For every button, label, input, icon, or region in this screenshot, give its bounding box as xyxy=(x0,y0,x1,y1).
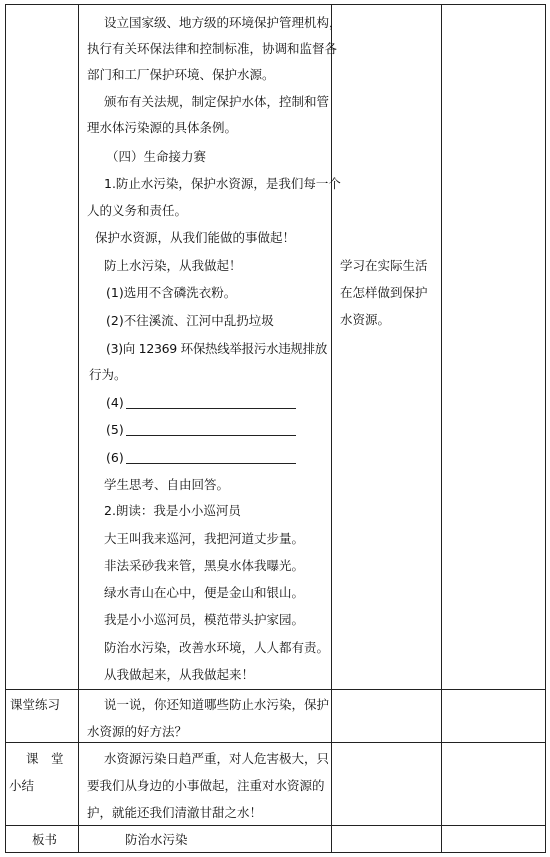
board-content: 防治水污染 xyxy=(125,832,188,847)
fill-in-blank xyxy=(126,463,296,464)
main-line: 1.防止水污染，保护水资源，是我们每一个 xyxy=(104,176,341,191)
table-border-bottom xyxy=(5,852,545,853)
section-heading: （四）生命接力赛 xyxy=(106,149,207,164)
list-item-continuation: 行为。 xyxy=(89,367,127,382)
list-item-blank: (5) xyxy=(106,422,124,437)
main-line: 学生思考、自由回答。 xyxy=(104,477,230,492)
row-divider-board xyxy=(5,825,545,826)
main-line: 2.朗读：我是小小巡河员 xyxy=(104,503,241,518)
table-border-right xyxy=(545,4,546,853)
side-note-line: 在怎样做到保护 xyxy=(340,285,428,300)
summary-label: 课 堂 xyxy=(26,751,64,766)
column-divider-2 xyxy=(331,4,332,853)
main-line: 保护水资源，从我们能做的事做起！ xyxy=(95,230,296,245)
practice-line: 说一说，你还知道哪些防止水污染，保护 xyxy=(104,697,330,712)
list-item-blank: (4) xyxy=(106,395,124,410)
summary-line: 护，就能还我们清澈甘甜之水！ xyxy=(87,805,263,820)
main-line: 颁布有关法规，制定保护水体，控制和管 xyxy=(104,94,330,109)
poem-line: 非法采砂我来管，黑臭水体我曝光。 xyxy=(104,558,305,573)
fill-in-blank xyxy=(126,408,296,409)
practice-line: 水资源的好方法？ xyxy=(87,724,188,739)
fill-in-blank xyxy=(126,435,296,436)
column-divider-3 xyxy=(441,4,442,853)
row-divider-summary xyxy=(5,742,545,743)
main-line: 部门和工厂保护环境、保护水源。 xyxy=(87,67,275,82)
side-note-line: 学习在实际生活 xyxy=(340,258,428,273)
poem-line: 防治水污染，改善水环境，人人都有责。 xyxy=(104,640,330,655)
board-label: 板书 xyxy=(32,832,58,847)
main-line: 设立国家级、地方级的环境保护管理机构， xyxy=(104,15,342,30)
main-line: 人的义务和责任。 xyxy=(87,203,188,218)
list-item-blank: (6) xyxy=(106,450,124,465)
poem-line: 我是小小巡河员，模范带头护家园。 xyxy=(104,612,305,627)
summary-label: 小结 xyxy=(9,778,35,793)
list-item: (1)选用不含磷洗衣粉。 xyxy=(106,285,237,300)
poem-line: 大王叫我来巡河，我把河道丈步量。 xyxy=(104,531,305,546)
summary-line: 水资源污染日趋严重，对人危害极大，只 xyxy=(104,751,330,766)
row-divider-practice xyxy=(5,689,545,690)
table-border-left xyxy=(5,4,6,853)
side-note-line: 水资源。 xyxy=(340,312,391,327)
table-border-top xyxy=(5,4,545,5)
main-line: 理水体污染源的具体条例。 xyxy=(87,120,238,135)
practice-label: 课堂练习 xyxy=(10,697,61,712)
list-item: (3)向 12369 环保热线举报污水违规排放 xyxy=(106,341,328,356)
summary-line: 要我们从身边的小事做起，注重对水资源的 xyxy=(87,778,325,793)
column-divider-1 xyxy=(78,4,79,853)
poem-line: 绿水青山在心中，便是金山和银山。 xyxy=(104,585,305,600)
list-item: (2)不往溪流、江河中乱扔垃圾 xyxy=(106,313,274,328)
poem-line: 从我做起来，从我做起来！ xyxy=(104,667,255,682)
main-line: 防上水污染，从我做起！ xyxy=(104,258,242,273)
main-line: 执行有关环保法律和控制标准，协调和监督各 xyxy=(87,41,338,56)
